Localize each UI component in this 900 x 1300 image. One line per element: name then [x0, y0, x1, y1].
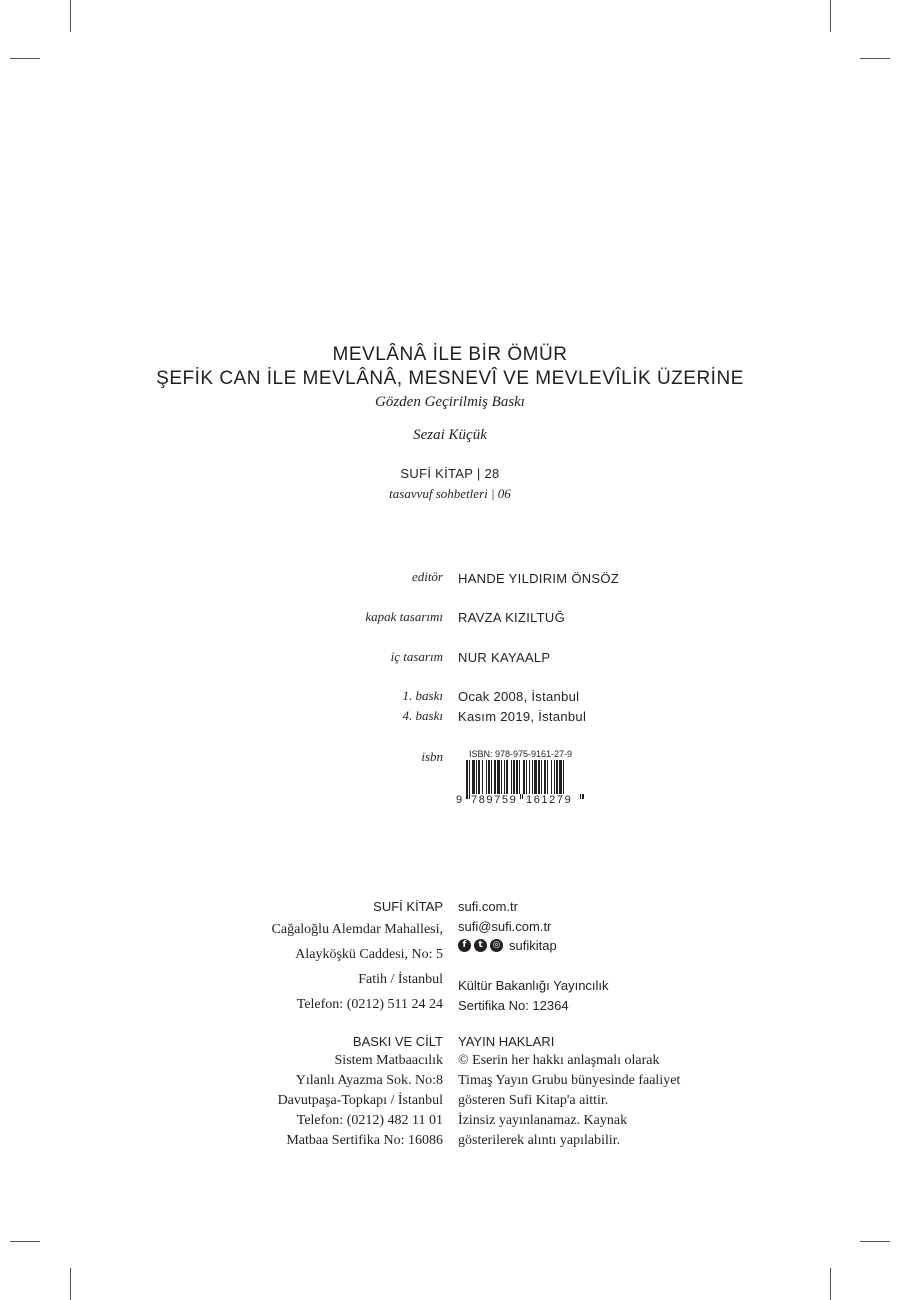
crop-mark [830, 0, 831, 32]
isbn-label: isbn [421, 749, 443, 764]
credit-label-editor: editör [411, 569, 443, 584]
barcode-bar [532, 760, 533, 794]
credit-label-interior: iç tasarım [390, 649, 443, 664]
publisher-email-link[interactable]: sufi@sufi.com.tr [458, 919, 552, 934]
credit-value-editor: HANDE YILDIRIM ÖNSÖZ [458, 571, 620, 586]
barcode-bar [488, 760, 490, 794]
series-name: SUFİ KİTAP | 28 [400, 466, 500, 481]
printer-line: Matbaa Sertifika No: 16086 [286, 1133, 443, 1148]
printer-line: Yılanlı Ayazma Sok. No:8 [295, 1073, 443, 1088]
barcode-digit-lead: 9 [456, 794, 463, 806]
rights-heading: YAYIN HAKLARI [458, 1034, 555, 1049]
barcode-bar [504, 760, 505, 794]
barcode-bar [541, 760, 542, 794]
printing-value-fourth: Kasım 2019, İstanbul [458, 709, 587, 724]
credit-value-cover: RAVZA KIZILTUĞ [458, 610, 566, 625]
crop-mark [70, 1268, 71, 1300]
barcode-bar [523, 760, 525, 794]
barcode-bar [491, 760, 492, 794]
crop-mark [10, 58, 40, 59]
credit-value-interior: NUR KAYAALP [458, 650, 551, 665]
barcode-bar [556, 760, 558, 794]
twitter-icon[interactable]: t [474, 939, 487, 952]
barcode-bar [516, 760, 518, 794]
publisher-address-3: Fatih / İstanbul [358, 972, 443, 987]
rights-line: İzinsiz yayınlanamaz. Kaynak [458, 1113, 628, 1128]
credit-label-cover: kapak tasarımı [365, 609, 443, 624]
barcode-bar [554, 760, 555, 794]
barcode-bar [482, 760, 483, 794]
isbn-text: ISBN: 978-975-9161-27-9 [469, 749, 573, 759]
publisher-website-link[interactable]: sufi.com.tr [458, 899, 518, 914]
rights-line: © Eserin her hakkı anlaşmalı olarak [458, 1053, 660, 1068]
barcode-bar [519, 760, 520, 794]
publisher-address-2: Alayköşkü Caddesi, No: 5 [295, 947, 443, 962]
social-links [458, 936, 557, 954]
ministry-certificate-title: Kültür Bakanlığı Yayıncılık [458, 978, 609, 993]
printing-value-first: Ocak 2008, İstanbul [458, 689, 580, 704]
barcode-bar [563, 760, 564, 794]
printing-label-first: 1. baskı [402, 688, 443, 703]
barcode-bar [529, 760, 530, 794]
barcode-bar [478, 760, 480, 794]
barcode-bar [469, 760, 470, 794]
crop-mark [830, 1268, 831, 1300]
barcode-bar [538, 760, 540, 794]
facebook-icon[interactable]: f [458, 939, 471, 952]
barcode-bar [547, 760, 548, 794]
barcode-bar [476, 760, 477, 794]
barcode-bar [511, 760, 512, 794]
printer-line: Davutpaşa-Topkapı / İstanbul [277, 1093, 443, 1108]
edition-note: Gözden Geçirilmiş Baskı [375, 394, 525, 410]
publisher-address-1: Cağaloğlu Alemdar Mahallesi, [271, 922, 443, 937]
printing-label-fourth: 4. baskı [402, 708, 443, 723]
rights-line: gösteren Sufi Kitap'a aittir. [458, 1093, 609, 1108]
barcode-digits-right: 161279 [526, 794, 573, 806]
crop-mark [860, 1241, 890, 1242]
barcode-bar [526, 760, 527, 794]
publisher-name: SUFİ KİTAP [373, 899, 443, 914]
barcode-bar [559, 760, 562, 794]
barcode-bar [551, 760, 552, 794]
social-handle[interactable]: sufikitap [509, 937, 557, 953]
crop-mark [70, 0, 71, 32]
barcode-bar [513, 760, 515, 794]
instagram-icon[interactable]: ◎ [490, 939, 503, 952]
author-name: Sezai Küçük [413, 427, 487, 443]
ministry-certificate-number: Sertifika No: 12364 [458, 998, 569, 1013]
barcode-bar [506, 760, 508, 794]
barcode-bar [494, 760, 496, 794]
barcode-bar [534, 760, 537, 794]
barcode-bar [544, 760, 546, 794]
barcode-bar [501, 760, 502, 794]
book-title: MEVLÂNÂ İLE BİR ÖMÜR [332, 344, 568, 365]
crop-mark [860, 58, 890, 59]
barcode-digits-left: 789759 [471, 794, 518, 806]
rights-line: gösterilerek alıntı yapılabilir. [458, 1133, 621, 1148]
barcode-bar [472, 760, 475, 794]
publisher-phone: Telefon: (0212) 511 24 24 [296, 997, 443, 1012]
rights-line: Timaş Yayın Grubu bünyesinde faaliyet [458, 1073, 681, 1088]
barcode-bar [486, 760, 487, 794]
printer-line: Telefon: (0212) 482 11 01 [296, 1113, 443, 1128]
crop-mark [10, 1241, 40, 1242]
book-subtitle: ŞEFİK CAN İLE MEVLÂNÂ, MESNEVÎ VE MEVLEVÎLİK ÜZERİNE [156, 368, 744, 389]
series-subtitle: tasavvuf sohbetleri | 06 [389, 486, 511, 501]
barcode-bar [497, 760, 500, 794]
barcode-bar [466, 760, 468, 794]
printer-line: Sistem Matbaacılık [334, 1053, 443, 1068]
printer-heading: BASKI VE CİLT [352, 1034, 443, 1049]
